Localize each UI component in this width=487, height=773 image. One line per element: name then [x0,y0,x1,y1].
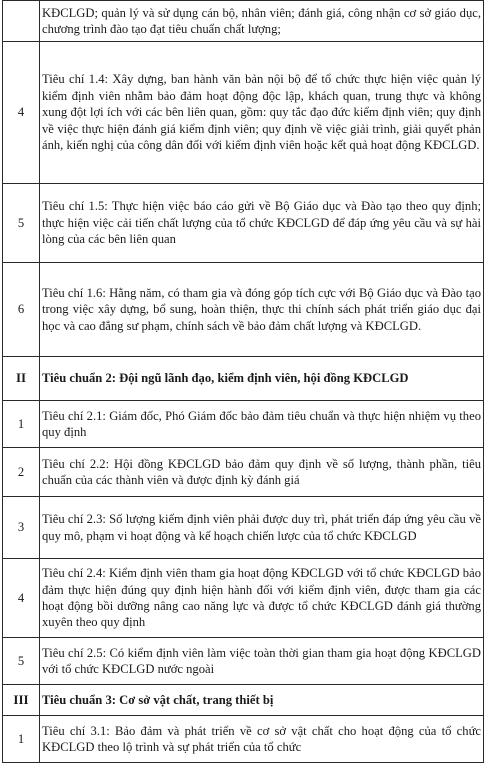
row-number: 4 [3,559,40,638]
table-row [3,448,484,497]
row-text: KĐCLGD; quản lý và sử dụng cán bộ, nhân viên; đánh giá, công nhận cơ sở giáo dục, chương trình đào tạo đạt tiêu chuẩn chất lượng; [40,1,484,42]
row-number: 4 [3,42,40,184]
table-row [3,401,484,448]
section-number: III [3,685,40,716]
table-row [3,263,484,357]
row-number: 6 [3,263,40,357]
table-row [3,1,484,42]
row-text: Tiêu chí 3.1: Bảo đảm và phát triển về cơ sở vật chất cho hoạt động của tổ chức KĐCLGD theo lộ trình và sự phát triển của tổ chức [40,716,484,763]
section-title: Tiêu chuẩn 2: Đội ngũ lãnh đạo, kiểm định viên, hội đồng KĐCLGD [40,357,484,401]
row-text: Tiêu chí 1.5: Thực hiện việc báo cáo gửi về Bộ Giáo dục và Đào tạo theo quy định; thực hiện việc cải tiến chất lượng của tổ chức KĐCLGD để đáp ứng yêu cầu và sự hài lòng của các bên liên quan [40,184,484,263]
row-text: Tiêu chí 1.6: Hằng năm, có tham gia và đóng góp tích cực với Bộ Giáo dục và Đào tạo trong việc xây dựng, bổ sung, hoàn thiện, thực thi chính sách phát triển giáo dục đại học và cao đẳng sư phạm, chính sách về bảo đảm chất lượng và KĐCLGD. [40,263,484,357]
section-title: Tiêu chuẩn 3: Cơ sở vật chất, trang thiết bị [40,685,484,716]
row-text: Tiêu chí 2.2: Hội đồng KĐCLGD bảo đảm quy định về số lượng, thành phần, tiêu chuẩn của các thành viên và được định kỳ đánh giá [40,448,484,497]
row-number [3,1,40,42]
section-row [3,357,484,401]
row-text: Tiêu chí 2.1: Giám đốc, Phó Giám đốc bảo đảm tiêu chuẩn và thực hiện nhiệm vụ theo quy định [40,401,484,448]
table-row [3,497,484,559]
criteria-table [2,0,484,763]
table-row [3,716,484,763]
row-text: Tiêu chí 2.3: Số lượng kiểm định viên phải được duy trì, phát triển đáp ứng yêu cầu về quy mô, phạm vi hoạt động và kế hoạch chiến lược của tổ chức KĐCLGD [40,497,484,559]
row-number: 1 [3,401,40,448]
row-number: 5 [3,638,40,685]
row-text: Tiêu chí 2.5: Có kiểm định viên làm việc toàn thời gian tham gia hoạt động KĐCLGD với tổ chức KĐCLGD nước ngoài [40,638,484,685]
table-row [3,559,484,638]
row-text: Tiêu chí 1.4: Xây dựng, ban hành văn bản nội bộ để tổ chức thực hiện việc quản lý kiểm định viên nhằm bảo đảm hoạt động độc lập, khách quan, trung thực và không xung đột lợi ích với các bên liên quan, gồm: quy tắc đạo đức kiểm định viên; quy định về việc thực hiện đánh giá kiểm định viên; quy định về việc giải trình, giải quyết phản ánh, kiến nghị của công dân đối với kiểm định viên hoặc kết quả hoạt động KĐCLGD. [40,42,484,184]
table-row [3,638,484,685]
table-row [3,184,484,263]
row-number: 3 [3,497,40,559]
row-number: 1 [3,716,40,763]
section-number: II [3,357,40,401]
row-number: 5 [3,184,40,263]
row-text: Tiêu chí 2.4: Kiểm định viên tham gia hoạt động KĐCLGD với tổ chức KĐCLGD bảo đảm thực hiện đúng quy định hiện hành đối với kiểm định viên, được tham gia các hoạt động bồi dưỡng nâng cao năng lực và được tổ chức KĐCLGD đánh giá thường xuyên theo quy định [40,559,484,638]
section-row [3,685,484,716]
table-row [3,42,484,184]
row-number: 2 [3,448,40,497]
